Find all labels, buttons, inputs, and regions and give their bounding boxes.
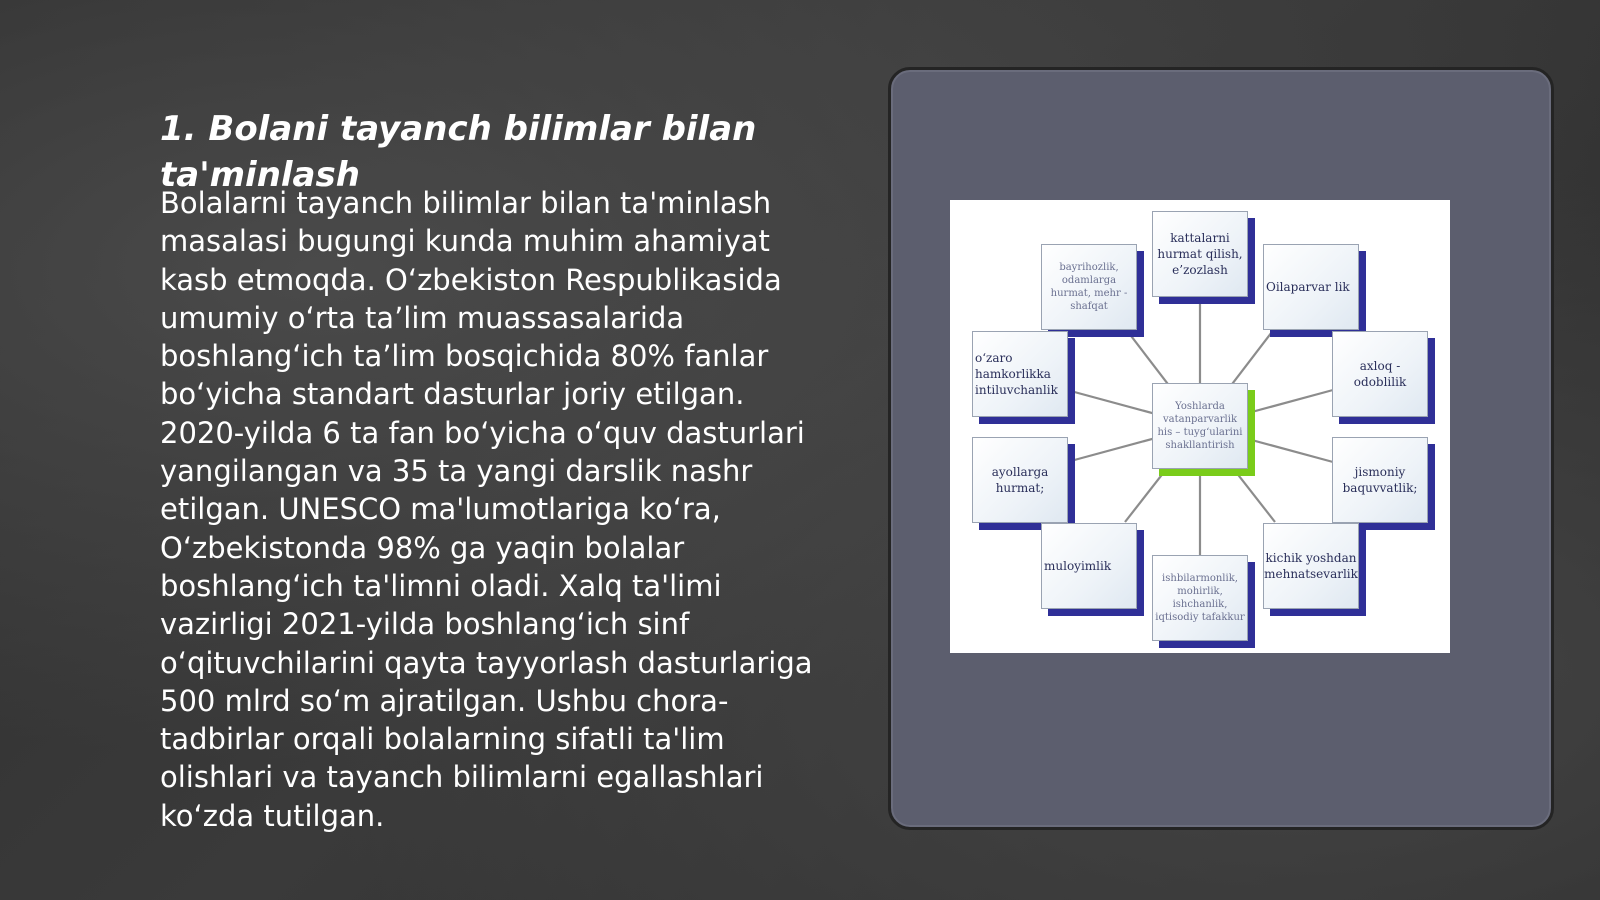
node-center: Yoshlarda vatanparvarlik his – tuyg‘ularini shakllantirish (1152, 383, 1248, 469)
slide-title: 1. Bolani tayanch bilimlar bilan ta'minlash (160, 109, 757, 195)
node-top: kattalarni hurmat qilish, e’zozlash (1152, 211, 1248, 297)
node-left-upper: o‘zaro hamkorlikka intiluvchanlik (972, 331, 1068, 417)
node-right-lower: jismoniy baquvvatlik; (1332, 437, 1428, 523)
slide-body-text: Bolalarni tayanch bilimlar bilan ta'minlash masalasi bugungi kunda muhim ahamiyat kasb etmoqda. O‘zbekiston Respublikasida umumiy o‘rta ta’lim muassasalarida boshlang‘ich ta’lim bosqichida 80% fanlar bo‘yicha standart dasturlar joriy etilgan. 2020-yilda 6 ta fan bo‘yicha o‘quv dasturlari yangilangan va 35 ta yangi darslik nashr etilgan. UNESCO ma'lumotlariga ko‘ra, O‘zbekistonda 98% ga yaqin bolalar boshlang‘ich ta'limni oladi. Xalq ta'limi vazirligi 2021-yilda boshlang‘ich sinf o‘qituvchilarini qayta tayyorlash dasturlariga 500 mlrd so‘m ajratilgan. Ushbu chora-tadbirlar orqali bolalarning sifatli ta'lim olishlari va tayanch bilimlarni egallashlari ko‘zda tutilgan. (160, 186, 813, 833)
node-top-left: bayrihozlik, odamlarga hurmat, mehr - shafqat (1041, 244, 1137, 330)
node-bottom-left: muloyimlik (1041, 523, 1137, 609)
node-left-lower: ayollarga hurmat; (972, 437, 1068, 523)
node-bottom: ishbilarmonlik, mohirlik, ishchanlik, iqtisodiy tafakkur (1152, 555, 1248, 641)
node-right-upper: axloq - odoblilik (1332, 331, 1428, 417)
values-diagram (950, 200, 1450, 653)
node-bottom-right: kichik yoshdan mehnatsevarlik (1263, 523, 1359, 609)
node-top-right: Oilaparvar lik (1263, 244, 1359, 330)
